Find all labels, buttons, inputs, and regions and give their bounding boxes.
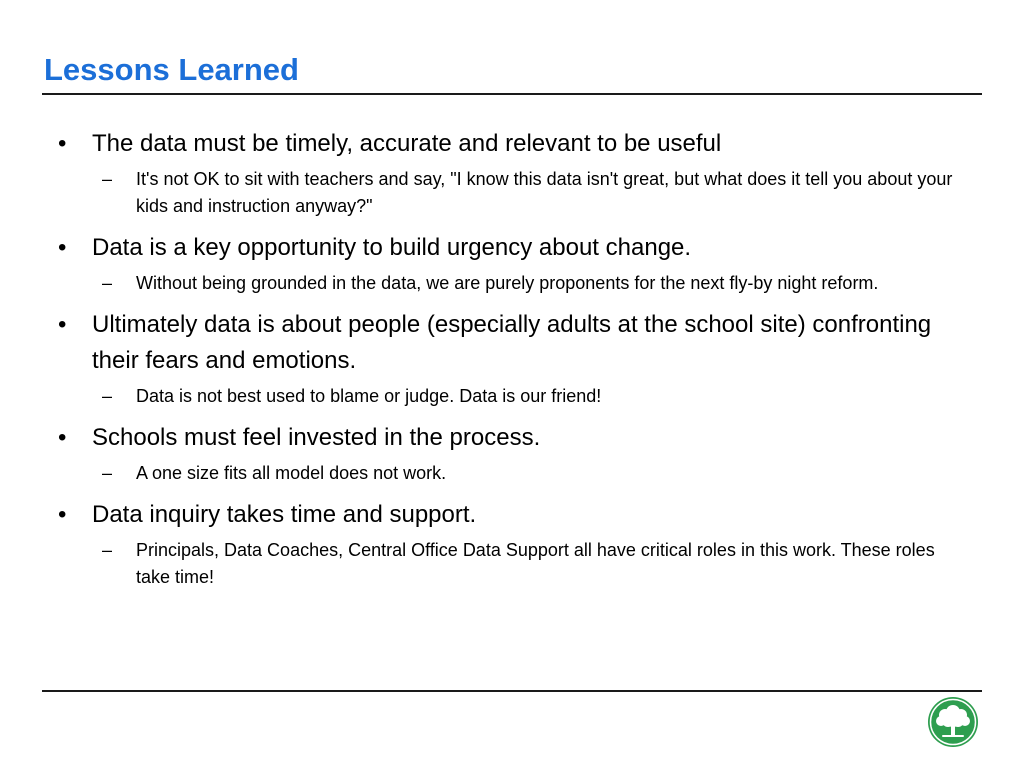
- bullet-text: Data inquiry takes time and support.: [92, 501, 477, 528]
- sub-bullet-item: [102, 166, 968, 220]
- bullet-text: Ultimately data is about people (especially adults at the school site) confronting their fears and emotions.: [92, 311, 932, 374]
- bullet-marker: •: [58, 501, 67, 528]
- bullet-item: [58, 230, 968, 266]
- sub-bullet-marker: –: [102, 169, 113, 189]
- sub-bullet-text: Without being grounded in the data, we are purely proponents for the next fly-by night reform.: [136, 273, 879, 293]
- bullet-item: [58, 420, 968, 456]
- bullet-marker: •: [58, 234, 67, 261]
- sub-bullet-marker: –: [102, 273, 113, 293]
- bullet-text: Schools must feel invested in the process.: [92, 424, 541, 451]
- sub-bullet-marker: –: [102, 386, 113, 406]
- sub-bullet-item: [102, 383, 968, 410]
- footer-divider: [42, 690, 982, 692]
- sub-bullet-text: Data is not best used to blame or judge. Data is our friend!: [136, 386, 602, 406]
- sub-bullet-item: [102, 537, 968, 591]
- sub-bullet-text: A one size fits all model does not work.: [136, 463, 447, 483]
- sub-bullet-marker: –: [102, 463, 113, 483]
- bullet-item: [58, 307, 968, 379]
- sub-bullet-marker: –: [102, 540, 113, 560]
- bullet-item: [58, 126, 968, 162]
- slide-title: Lessons Learned: [44, 52, 299, 87]
- title-divider: [42, 93, 982, 95]
- bullet-marker: •: [58, 311, 67, 338]
- oak-tree-icon: [927, 696, 979, 748]
- bullet-marker: •: [58, 130, 67, 157]
- sub-bullet-text: Principals, Data Coaches, Central Office Data Support all have critical roles in this work. These roles take time!: [136, 540, 935, 587]
- bullet-text: The data must be timely, accurate and relevant to be useful: [92, 130, 722, 157]
- sub-bullet-text: It's not OK to sit with teachers and say, "I know this data isn't great, but what does it tell you about your kids and instruction anyway?": [136, 169, 953, 216]
- bullet-text: Data is a key opportunity to build urgency about change.: [92, 234, 692, 261]
- bullet-marker: •: [58, 424, 67, 451]
- bullet-list: [58, 126, 968, 591]
- bullet-item: [58, 497, 968, 533]
- sub-bullet-item: [102, 460, 968, 487]
- sub-bullet-item: [102, 270, 968, 297]
